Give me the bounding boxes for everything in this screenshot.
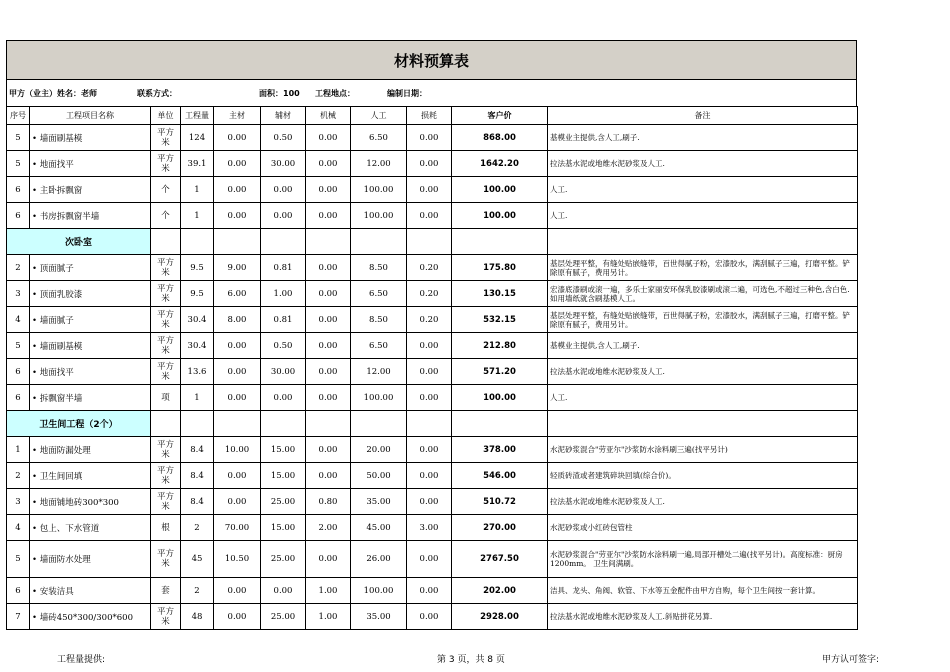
sheet-title: 材料预算表 [6,40,857,79]
col-header: 辅材 [261,107,306,125]
empty-cell [306,411,351,437]
machinery: 0.00 [306,359,351,385]
main-material: 6.00 [214,281,261,307]
table-row [7,281,858,307]
remark: 人工. [548,203,858,229]
budget-table [6,106,858,630]
unit: 平方米 [151,151,181,177]
table-row [7,437,858,463]
unit: 套 [151,578,181,604]
item-name: • 墙面腻子 [30,307,151,333]
aux-material: 1.00 [261,281,306,307]
row-index: 6 [7,203,30,229]
machinery: 0.00 [306,177,351,203]
main-material: 0.00 [214,463,261,489]
aux-material: 0.81 [261,307,306,333]
unit: 平方米 [151,541,181,578]
remark: 基层处理平整，有缝处贴嵌缝带，百世得腻子粉，宏漆胶水，满刮腻子三遍，打磨平整。铲除原有腻子，费用另计。 [548,307,858,333]
remark: 水泥砂浆或小红砖包管柱 [548,515,858,541]
unit: 平方米 [151,359,181,385]
empty-cell [548,411,858,437]
col-header: 损耗 [407,107,452,125]
empty-cell [261,229,306,255]
table-row [7,515,858,541]
row-index: 5 [7,541,30,578]
loss: 3.00 [407,515,452,541]
main-material: 0.00 [214,125,261,151]
unit: 平方米 [151,489,181,515]
empty-cell [214,229,261,255]
budget-sheet [6,40,857,630]
table-row [7,385,858,411]
empty-cell [306,229,351,255]
table-row [7,359,858,385]
labor: 100.00 [351,385,407,411]
footer-left: 工程量提供: [57,655,106,665]
empty-cell [548,229,858,255]
labor: 35.00 [351,489,407,515]
machinery: 0.00 [306,125,351,151]
loss: 0.00 [407,463,452,489]
machinery: 0.00 [306,463,351,489]
customer-price: 202.00 [452,578,548,604]
area-info: 面积：100 [259,88,300,98]
unit: 根 [151,515,181,541]
main-material: 0.00 [214,177,261,203]
empty-cell [452,411,548,437]
customer-price: 175.80 [452,255,548,281]
customer-price: 510.72 [452,489,548,515]
aux-material: 0.00 [261,578,306,604]
empty-cell [407,229,452,255]
labor: 6.50 [351,333,407,359]
machinery: 0.00 [306,333,351,359]
table-row [7,578,858,604]
loss: 0.00 [407,578,452,604]
machinery: 0.00 [306,281,351,307]
row-index: 6 [7,385,30,411]
quantity: 1 [181,177,214,203]
labor: 12.00 [351,359,407,385]
table-row [7,604,858,630]
item-name: • 地面找平 [30,151,151,177]
aux-material: 0.50 [261,333,306,359]
aux-material: 15.00 [261,463,306,489]
quantity: 9.5 [181,255,214,281]
labor: 100.00 [351,203,407,229]
labor: 20.00 [351,437,407,463]
customer-price: 100.00 [452,203,548,229]
aux-material: 15.00 [261,515,306,541]
unit: 平方米 [151,437,181,463]
main-material: 0.00 [214,151,261,177]
aux-material: 30.00 [261,151,306,177]
customer-price: 212.80 [452,333,548,359]
main-material: 0.00 [214,578,261,604]
empty-cell [351,229,407,255]
main-material: 0.00 [214,489,261,515]
machinery: 1.00 [306,604,351,630]
item-name: • 顶面腻子 [30,255,151,281]
item-name: • 地面找平 [30,359,151,385]
item-name: • 书房拆飘窗半墙 [30,203,151,229]
quantity: 8.4 [181,463,214,489]
main-material: 9.00 [214,255,261,281]
customer-price: 532.15 [452,307,548,333]
col-header: 单位 [151,107,181,125]
row-index: 6 [7,359,30,385]
machinery: 0.00 [306,307,351,333]
section-title: 次卧室 [7,229,151,255]
loss: 0.00 [407,333,452,359]
item-name: • 墙面刷基模 [30,125,151,151]
col-header: 机械 [306,107,351,125]
empty-cell [181,229,214,255]
machinery: 0.00 [306,437,351,463]
empty-cell [181,411,214,437]
table-row [7,333,858,359]
col-header: 备注 [548,107,858,125]
loss: 0.00 [407,177,452,203]
remark: 人工. [548,177,858,203]
customer-price: 2767.50 [452,541,548,578]
item-name: • 地面防漏处理 [30,437,151,463]
aux-material: 30.00 [261,359,306,385]
customer-price: 571.20 [452,359,548,385]
machinery: 0.80 [306,489,351,515]
main-material: 0.00 [214,359,261,385]
aux-material: 0.00 [261,385,306,411]
remark: 基模业主提供,含人工,刷子. [548,333,858,359]
table-row [7,151,858,177]
quantity: 2 [181,515,214,541]
section-row [7,411,858,437]
row-index: 6 [7,578,30,604]
labor: 50.00 [351,463,407,489]
labor: 8.50 [351,255,407,281]
header-row [7,107,858,125]
remark: 拉法基水泥或地维水泥砂浆及人工.斜贴拼花另算. [548,604,858,630]
col-header: 人工 [351,107,407,125]
date-info: 编制日期： [387,88,427,98]
row-index: 6 [7,177,30,203]
machinery: 0.00 [306,151,351,177]
item-name: • 卫生间回填 [30,463,151,489]
main-material: 0.00 [214,203,261,229]
aux-material: 25.00 [261,489,306,515]
loss: 0.00 [407,437,452,463]
footer-right: 甲方认可签字: [822,655,880,665]
unit: 平方米 [151,125,181,151]
customer-price: 2928.00 [452,604,548,630]
aux-material: 0.50 [261,125,306,151]
aux-material: 15.00 [261,437,306,463]
table-row [7,463,858,489]
quantity: 2 [181,578,214,604]
item-name: • 拆飘窗半墙 [30,385,151,411]
labor: 6.50 [351,281,407,307]
labor: 6.50 [351,125,407,151]
labor: 12.00 [351,151,407,177]
machinery: 2.00 [306,515,351,541]
loss: 0.00 [407,541,452,578]
empty-cell [261,411,306,437]
row-index: 4 [7,515,30,541]
remark: 基层处理平整，有缝处贴嵌缝带，百世得腻子粉，宏漆胶水，满刮腻子三遍，打磨平整。铲除原有腻子，费用另计。 [548,255,858,281]
labor: 100.00 [351,578,407,604]
loss: 0.00 [407,151,452,177]
empty-cell [351,411,407,437]
empty-cell [214,411,261,437]
remark: 拉法基水泥或地维水泥砂浆及人工. [548,359,858,385]
remark: 水泥砂浆混合"劳亚尔"沙浆防水涂料刷三遍(找平另计) [548,437,858,463]
quantity: 1 [181,385,214,411]
loss: 0.00 [407,125,452,151]
machinery: 0.00 [306,203,351,229]
aux-material: 25.00 [261,541,306,578]
unit: 平方米 [151,307,181,333]
labor: 8.50 [351,307,407,333]
row-index: 3 [7,281,30,307]
item-name: • 墙砖450*300/300*600 [30,604,151,630]
item-name: • 主卧拆飘窗 [30,177,151,203]
contact-info: 联系方式： [137,88,177,98]
customer-price: 1642.20 [452,151,548,177]
loss: 0.20 [407,281,452,307]
location-info: 工程地点： [315,88,355,98]
quantity: 124 [181,125,214,151]
remark: 洁具、龙头、角阀、软管、下水等五金配件由甲方自购，每个卫生间按一套计算。 [548,578,858,604]
unit: 平方米 [151,463,181,489]
empty-cell [452,229,548,255]
unit: 项 [151,385,181,411]
item-name: • 包上、下水管道 [30,515,151,541]
loss: 0.00 [407,604,452,630]
unit: 平方米 [151,604,181,630]
table-row [7,541,858,578]
aux-material: 25.00 [261,604,306,630]
item-name: • 顶面乳胶漆 [30,281,151,307]
col-header: 工程项目名称 [30,107,151,125]
owner-name: 甲方（业主）姓名：老师 [9,88,97,98]
main-material: 0.00 [214,604,261,630]
aux-material: 0.81 [261,255,306,281]
quantity: 9.5 [181,281,214,307]
main-material: 10.00 [214,437,261,463]
unit: 个 [151,203,181,229]
col-header: 客户价 [452,107,548,125]
row-index: 5 [7,125,30,151]
remark: 水泥砂浆混合"劳亚尔"沙浆防水涂料刷一遍,局部开槽处二遍(找平另计)。高度标准：厨房1200mm。 卫生间满刷。 [548,541,858,578]
row-index: 1 [7,437,30,463]
row-index: 3 [7,489,30,515]
item-name: • 墙面防水处理 [30,541,151,578]
remark: 人工. [548,385,858,411]
quantity: 13.6 [181,359,214,385]
labor: 100.00 [351,177,407,203]
col-header: 主材 [214,107,261,125]
remark: 拉法基水泥或地维水泥砂浆及人工. [548,151,858,177]
row-index: 5 [7,151,30,177]
table-row [7,203,858,229]
customer-price: 100.00 [452,177,548,203]
customer-price: 270.00 [452,515,548,541]
empty-cell [407,411,452,437]
loss: 0.00 [407,203,452,229]
customer-price: 100.00 [452,385,548,411]
machinery: 0.00 [306,255,351,281]
col-header: 工程量 [181,107,214,125]
unit: 个 [151,177,181,203]
main-material: 0.00 [214,385,261,411]
remark: 基模业主提供,含人工,刷子. [548,125,858,151]
aux-material: 0.00 [261,203,306,229]
row-index: 5 [7,333,30,359]
remark: 拉法基水泥或地维水泥砂浆及人工. [548,489,858,515]
row-index: 2 [7,255,30,281]
item-name: • 安装洁具 [30,578,151,604]
main-material: 0.00 [214,333,261,359]
info-bar [6,79,857,106]
loss: 0.00 [407,385,452,411]
loss: 0.00 [407,359,452,385]
customer-price: 130.15 [452,281,548,307]
loss: 0.00 [407,489,452,515]
aux-material: 0.00 [261,177,306,203]
row-index: 7 [7,604,30,630]
table-row [7,489,858,515]
main-material: 10.50 [214,541,261,578]
customer-price: 378.00 [452,437,548,463]
quantity: 45 [181,541,214,578]
machinery: 0.00 [306,541,351,578]
quantity: 30.4 [181,307,214,333]
quantity: 30.4 [181,333,214,359]
empty-cell [151,229,181,255]
labor: 26.00 [351,541,407,578]
item-name: • 墙面刷基模 [30,333,151,359]
quantity: 8.4 [181,489,214,515]
item-name: • 地面铺地砖300*300 [30,489,151,515]
row-index: 4 [7,307,30,333]
loss: 0.20 [407,307,452,333]
unit: 平方米 [151,281,181,307]
table-row [7,125,858,151]
main-material: 8.00 [214,307,261,333]
table-row [7,255,858,281]
quantity: 39.1 [181,151,214,177]
remark: 宏漆底漆刷或滚一遍，多乐士家丽安环保乳胶漆刷或滚二遍，可选色,不超过三种色,含白色.如用墙纸就含刷基模人工。 [548,281,858,307]
main-material: 70.00 [214,515,261,541]
footer-page: 第 3 页，共 8 页 [437,655,505,665]
table-row [7,177,858,203]
unit: 平方米 [151,333,181,359]
col-header: 序号 [7,107,30,125]
row-index: 2 [7,463,30,489]
machinery: 1.00 [306,578,351,604]
labor: 45.00 [351,515,407,541]
machinery: 0.00 [306,385,351,411]
loss: 0.20 [407,255,452,281]
section-row [7,229,858,255]
quantity: 8.4 [181,437,214,463]
customer-price: 546.00 [452,463,548,489]
remark: 轻质砖渣或者建筑碎块回填(综合价)。 [548,463,858,489]
quantity: 48 [181,604,214,630]
quantity: 1 [181,203,214,229]
unit: 平方米 [151,255,181,281]
empty-cell [151,411,181,437]
section-title: 卫生间工程（2个） [7,411,151,437]
labor: 35.00 [351,604,407,630]
customer-price: 868.00 [452,125,548,151]
table-row [7,307,858,333]
